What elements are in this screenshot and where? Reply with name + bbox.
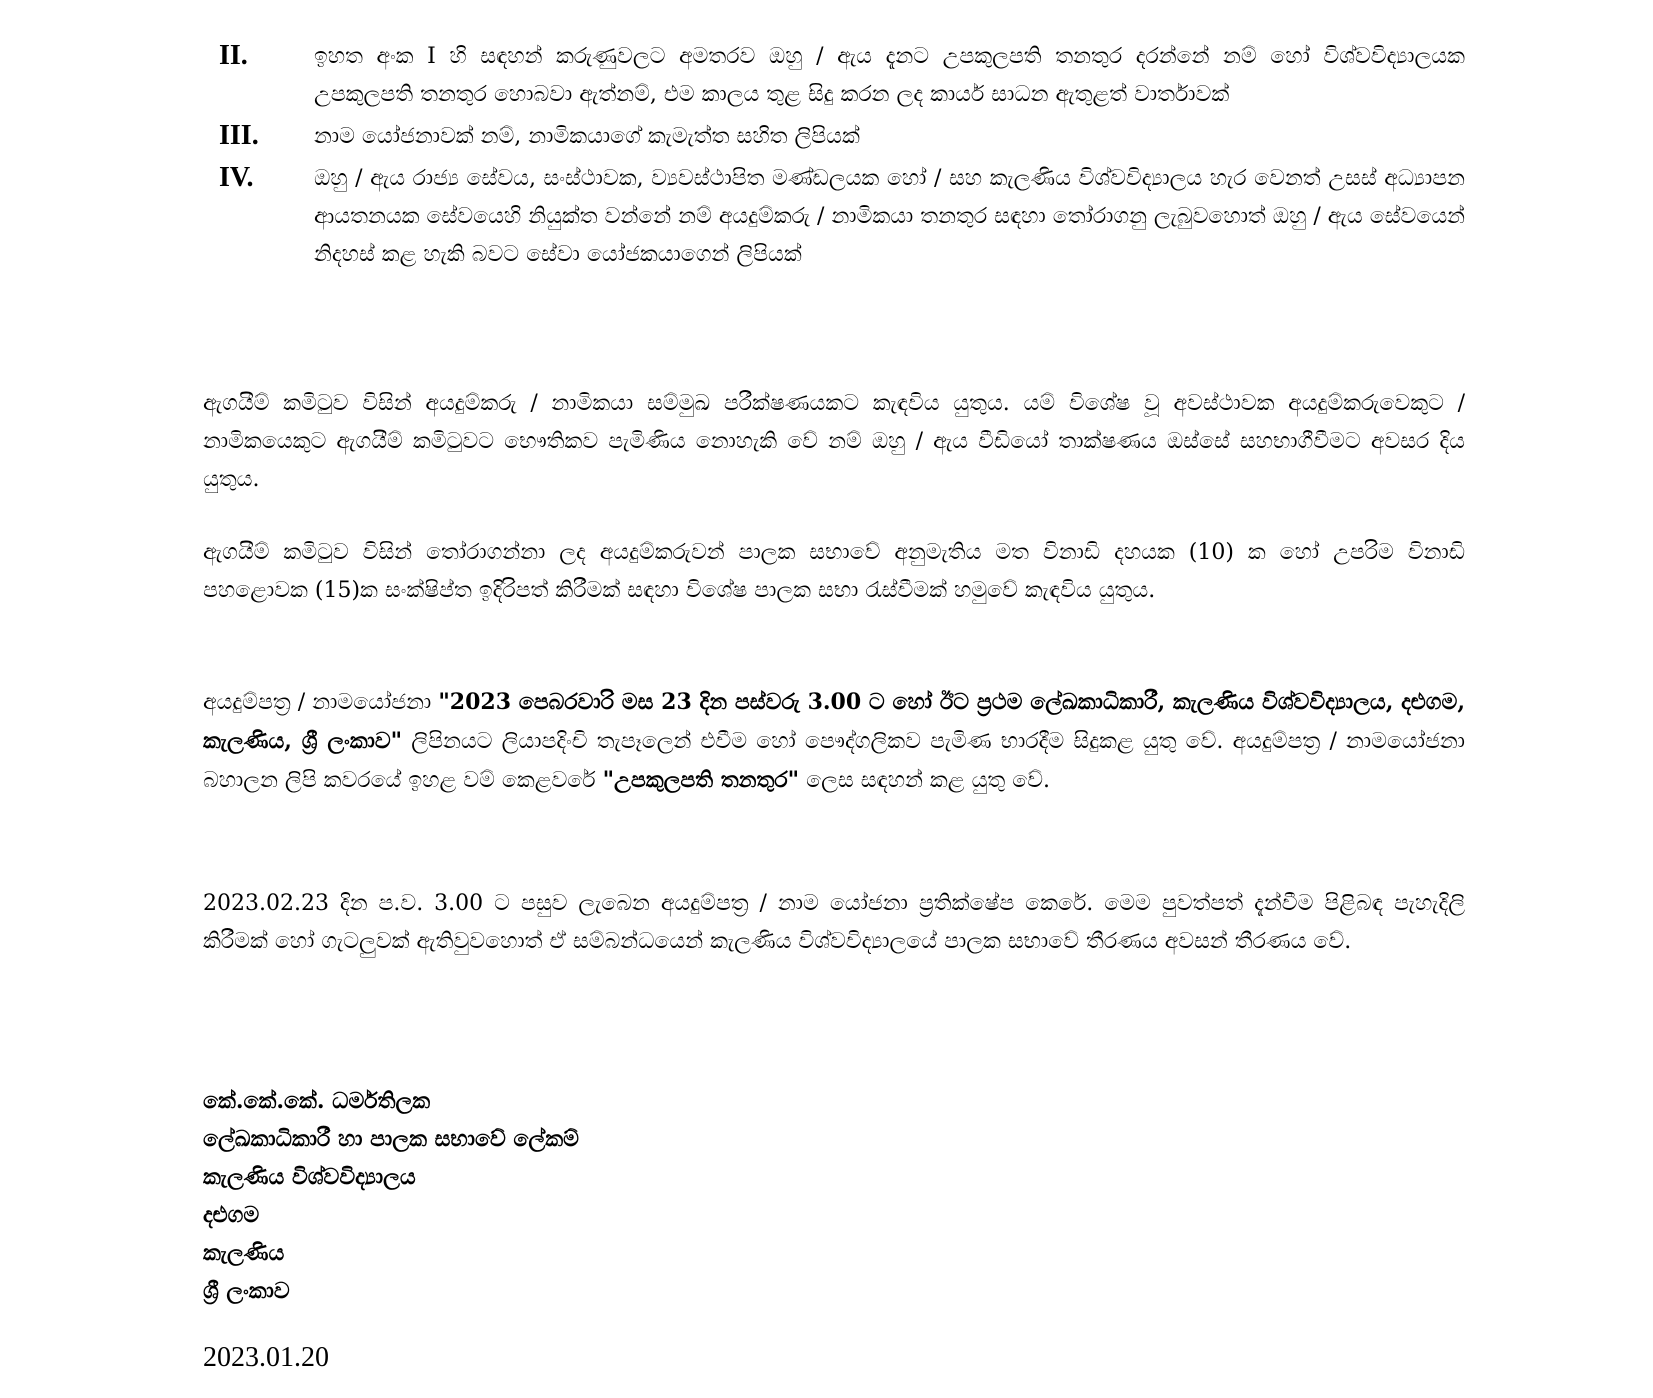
address-line-2: කැලණිය [203,1240,285,1266]
list-item-number: IV. [219,162,254,193]
numbered-list [205,38,1465,278]
signature-block [203,1082,579,1310]
list-item [205,38,1465,114]
address-country: ශ්‍රී ලංකාව [203,1278,290,1304]
list-item-number: III. [219,120,259,151]
list-item-number: II. [219,40,248,71]
submission-text-end: ලෙස සඳහන් කළ යුතු වේ. [799,768,1051,793]
list-item-text: ඉහත අංක I හි සඳහන් කරුණුවලට අමතරව ඔහු / ඇය දැනට උපකුලපති තනතුර දරන්නේ නම් හෝ විශ්වවිද්‍යාලයක උපකුලපති තනතුර හොබවා ඇත්නම්, එම කාලය තුළ සිදු කරන ලද කාර්ය සාධන ඇතුළත් වාර්තාවක් [314,44,1465,107]
interview-paragraph: ඇගයීම් කමිටුව විසින් අයදුම්කරු / නාමිකයා සම්මුඛ පරීක්ෂණයකට කැඳවිය යුතුය. යම් විශේෂ වූ අවස්ථාවක අයදුම්කරුවෙකුට / නාමිකයෙකුට ඇගයීම් කමිටුවට භෞතිකව පැමිණිය නොහැකි වේ නම් ඔහු / ඇය වීඩියෝ තාක්ෂණය ඔස්සේ සහභාගීවීමට අවසර දිය යුතුය. [203,391,1465,492]
signatory-name: කේ.කේ.කේ. ධර්මතිලක [203,1088,431,1114]
rejection-paragraph: 2023.02.23 දින ප.ව. 3.00 ට පසුව ලැබෙන අයදුම්පත්‍ර / නාම යෝජනා ප්‍රතික්ෂේප කෙරේ. මෙම පුවත්පත් දැන්වීම පිළිබඳ පැහැදිලි කිරීමක් හෝ ගැටලුවක් ඇතිවුවහොත් ඒ සම්බන්ධයෙන් කැලණිය විශ්වවිද්‍යාලයේ පාලක සභාවේ තීරණය අවසන් තීරණය වේ. [203,891,1465,954]
address-line-1: දළුගම [203,1202,260,1228]
envelope-marking: "උපකුලපති තනතුර" [602,767,800,793]
council-paragraph: ඇගයීම් කමිටුව විසින් තෝරාගන්නා ලද අයදුම්කරුවන් පාලක සභාවේ අනුමැතිය මත විනාඩි දහයක (10) ක හෝ උපරිම විනාඩි පහළොවක (15)ක සංක්ෂිප්ත ඉදිරිපත් කිරීමක් සඳහා විශේෂ පාලක සභා රැස්වීමක් හමුවේ කැඳවිය යුතුය. [203,540,1465,603]
signatory-institution: කැලණිය විශ්වවිද්‍යාලය [203,1164,416,1190]
list-item-text: ඔහු / ඇය රාජ්‍ය සේවය, සංස්ථාවක, ව්‍යවස්ථාපිත මණ්ඩලයක හෝ / සහ කැලණිය විශ්වවිද්‍යාලය හැර වෙනත් උසස් අධ්‍යාපන ආයතනයක සේවයෙහි නියුක්ත වන්නේ නම් අයදුම්කරු / නාමිකයා තනතුර සඳහා තෝරාගනු ලැබුවහොත් ඔහු / ඇය සේවයෙන් නිදහස් කළ හැකි බවට සේවා යෝජකයාගෙන් ලිපියක් [314,166,1465,267]
submission-text-start: අයදුම්පත්‍ර / නාමයෝජනා [203,690,439,715]
list-item [205,160,1465,274]
submission-address: "2023 පෙබරවාරි මස 23 දින පස්වරු 3.00 ට හෝ ඊට ප්‍රථම ලේඛකාධිකාරී, කැලණිය විශ්වවිද්‍යාලය, දළුගම, කැලණිය, ශ්‍රී ලංකාව" [203,689,1466,754]
list-item-text: නාම යෝජනාවක් නම්, නාමිකයාගේ කැමැත්ත සහිත ලිපියක් [314,124,860,149]
list-item [205,118,1465,156]
submission-paragraph [203,683,1465,800]
submission-text-middle: ලිපිනයට ලියාපදිංචි තැපෑලෙන් එවීම හෝ පෞද්ගලිකව පැමිණ භාරදීම සිදුකළ යුතු වේ. අයදුම්පත්‍ර / නාමයෝජනා බහාලන ලිපි කවරයේ ඉහළ වම් කෙළවරේ [203,729,1465,793]
document-date: 2023.01.20 [203,1342,329,1373]
signatory-title: ලේඛකාධිකාරී හා පාලක සභාවේ ලේකම් [203,1126,579,1152]
